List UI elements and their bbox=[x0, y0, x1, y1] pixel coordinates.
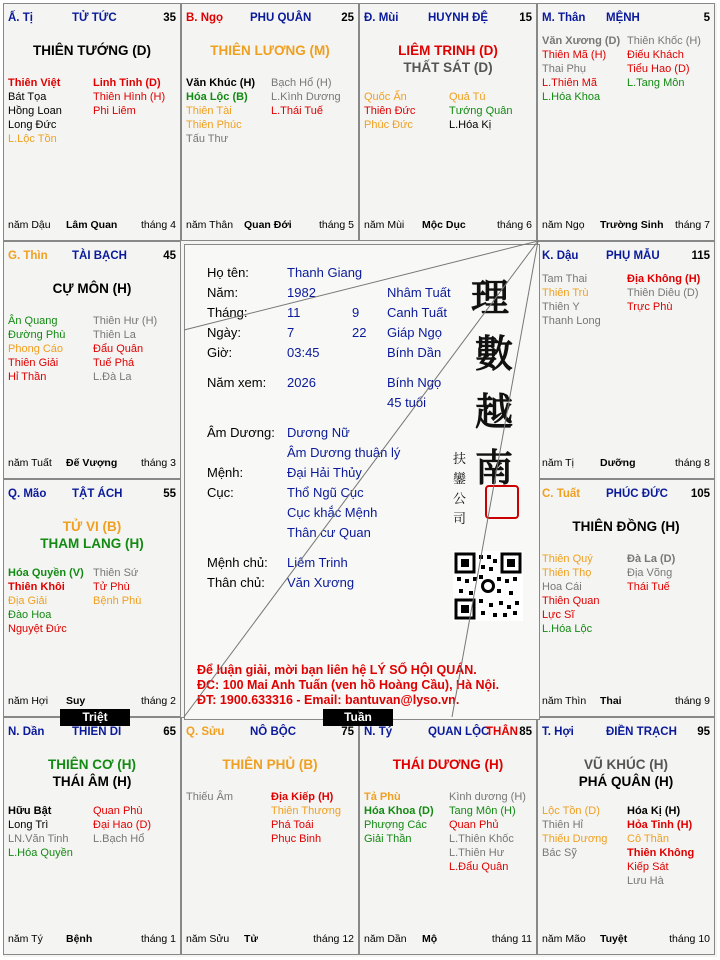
palace-name: NÔ BỘC bbox=[250, 726, 296, 738]
minor-star: Thanh Long bbox=[542, 315, 601, 327]
tuan-tag: Tuần bbox=[323, 709, 393, 726]
palace-stage: Bệnh bbox=[66, 933, 93, 945]
minor-star: Thiên Khôi bbox=[8, 581, 65, 593]
palace-name: HUYNH ĐỆ bbox=[428, 12, 489, 24]
main-star: THIÊN ĐỒNG (H) bbox=[572, 519, 680, 534]
value-name: Thanh Giang bbox=[287, 265, 363, 280]
minor-star: Thai Phụ bbox=[542, 63, 587, 75]
label-than-chu: Thân chủ: bbox=[207, 575, 265, 590]
palace-stem: Q. bbox=[186, 726, 199, 738]
palace-stem: K. bbox=[542, 250, 554, 262]
minor-star: Phong Cáo bbox=[8, 343, 64, 355]
value-hour-canchi: Bính Dần bbox=[387, 345, 442, 360]
label-year: Năm: bbox=[207, 285, 239, 300]
minor-star: Thiên Thương bbox=[271, 805, 342, 817]
palace-stage: Mộ bbox=[422, 933, 438, 945]
main-star: LIÊM TRINH (D) bbox=[398, 43, 498, 58]
minor-star: Bác Sỹ bbox=[542, 847, 577, 859]
palace-year: năm Thìn bbox=[542, 695, 587, 707]
value-menh: Đại Hải Thủy bbox=[287, 465, 362, 480]
minor-star: Thiên Không bbox=[627, 847, 695, 859]
minor-star: Ân Quang bbox=[8, 315, 58, 327]
minor-star: Văn Khúc (H) bbox=[186, 77, 256, 89]
minor-star: Trực Phù bbox=[627, 301, 673, 313]
contact-line-1: Để luận giải, mời bạn liên hệ LÝ SỐ HỘI QUÁN. bbox=[197, 663, 477, 677]
palace-year: năm Tuất bbox=[8, 457, 52, 469]
value-am-duong-2: Âm Dương thuận lý bbox=[287, 445, 401, 460]
minor-star: Địa Võng bbox=[627, 567, 673, 579]
minor-star: Đẩu Quân bbox=[93, 343, 144, 355]
calligraphy-2: 數 bbox=[475, 331, 514, 376]
palace-name: MỆNH bbox=[606, 12, 640, 24]
minor-star: Long Đức bbox=[8, 119, 57, 131]
minor-star: Quan Phủ bbox=[449, 819, 499, 831]
minor-star: L.Bạch Hổ bbox=[93, 833, 145, 845]
palace-name: ĐIỀN TRẠCH bbox=[606, 726, 677, 738]
palace-name: PHU QUÂN bbox=[250, 12, 312, 24]
minor-star: Lộc Tồn (D) bbox=[542, 805, 600, 817]
minor-star: Hỏa Tinh (H) bbox=[627, 819, 693, 831]
palace-name: QUAN LỘC bbox=[428, 726, 490, 738]
minor-star: Văn Xương (D) bbox=[542, 35, 621, 47]
minor-star: Phi Liêm bbox=[93, 105, 136, 117]
palace-month: tháng 10 bbox=[669, 933, 710, 945]
minor-star: L.Đẩu Quân bbox=[449, 861, 509, 873]
minor-star: L.Thiên Hư bbox=[449, 847, 505, 859]
minor-star: Thiên Hình (H) bbox=[93, 91, 166, 103]
palace-branch: Tý bbox=[378, 726, 393, 738]
main-star: CỰ MÔN (H) bbox=[52, 281, 132, 296]
palace-age: 95 bbox=[697, 726, 710, 738]
palace-name: THIÊN DI bbox=[72, 726, 122, 738]
palace-stage: Suy bbox=[66, 695, 86, 707]
minor-star: Đại Hao (D) bbox=[93, 819, 152, 831]
palace-branch: Dậu bbox=[556, 250, 579, 262]
minor-star: Thiên Y bbox=[542, 301, 580, 313]
palace-year: năm Mão bbox=[542, 933, 586, 945]
palace-month: tháng 3 bbox=[140, 457, 176, 469]
palace-year: năm Dậu bbox=[8, 219, 51, 231]
minor-star: Phượng Các bbox=[364, 819, 427, 831]
minor-star: Long Trì bbox=[8, 819, 49, 831]
palace-name: TẬT ÁCH bbox=[72, 488, 123, 500]
palace-branch: Thìn bbox=[23, 250, 48, 262]
minor-star: Phúc Đức bbox=[364, 119, 413, 131]
minor-star: Đường Phù bbox=[8, 329, 66, 341]
minor-star: L.Thái Tuế bbox=[271, 105, 323, 117]
palace-branch: Tị bbox=[22, 12, 33, 24]
palace-stem: M. bbox=[542, 12, 555, 24]
label-view-year: Năm xem: bbox=[207, 375, 267, 390]
calligraphy-1: 理 bbox=[471, 275, 510, 320]
palace-month: tháng 12 bbox=[313, 933, 354, 945]
palace-age: 35 bbox=[163, 12, 176, 24]
contact-line-2: ĐC: 100 Mai Anh Tuấn (ven hồ Hoàng Cầu), Hà Nội. bbox=[197, 678, 500, 692]
palace-stem: Đ. bbox=[364, 12, 376, 24]
minor-star: Phục Binh bbox=[271, 833, 322, 845]
minor-star: Kình dương (H) bbox=[449, 791, 526, 803]
minor-star: Quốc Ấn bbox=[364, 91, 407, 103]
palace-age: 25 bbox=[341, 12, 354, 24]
palace-age: 85 bbox=[519, 726, 532, 738]
minor-star: Hóa Kị (H) bbox=[627, 805, 681, 817]
minor-star: Thiên Sứ bbox=[93, 567, 139, 579]
palace-stem: Ấ. bbox=[8, 12, 20, 24]
minor-star: Nguyệt Đức bbox=[8, 623, 67, 635]
palace-stem: G. bbox=[8, 250, 21, 262]
minor-star: Thiên Khốc (H) bbox=[627, 35, 701, 47]
value-view-canchi: Bính Ngọ bbox=[387, 375, 442, 390]
palace-age: 65 bbox=[163, 726, 176, 738]
minor-star: Thiên Hư (H) bbox=[93, 315, 158, 327]
main-star: THAM LANG (H) bbox=[40, 536, 144, 551]
minor-star: L.Hóa Quyền bbox=[8, 847, 73, 859]
minor-star: Địa Giải bbox=[8, 595, 48, 607]
calligraphy-4: 南 bbox=[475, 445, 514, 490]
main-star: PHÁ QUÂN (H) bbox=[578, 774, 674, 789]
minor-star: Địa Kiếp (H) bbox=[271, 791, 334, 803]
value-cuc-3: Thân cư Quan bbox=[287, 525, 371, 540]
label-cuc: Cục: bbox=[207, 485, 234, 500]
label-day: Ngày: bbox=[207, 325, 241, 340]
minor-star: Thiếu Dương bbox=[542, 833, 608, 845]
minor-star: Đà La (D) bbox=[627, 553, 676, 565]
palace-month: tháng 9 bbox=[674, 695, 710, 707]
palace-stage: Tử bbox=[244, 933, 259, 945]
minor-star: L.Tang Môn bbox=[627, 77, 685, 89]
palace-stage: Mộc Dục bbox=[422, 219, 466, 231]
minor-star: Bát Tọa bbox=[8, 91, 47, 103]
minor-star: Thiên Việt bbox=[8, 77, 61, 89]
palace-stem: N. bbox=[364, 726, 376, 738]
minor-star: L.Lộc Tồn bbox=[8, 133, 57, 145]
palace-stage: Thai bbox=[600, 695, 622, 707]
triet-tag: Triệt bbox=[60, 709, 130, 726]
palace-name: TỬ TỨC bbox=[72, 12, 117, 24]
minor-star: Kiếp Sát bbox=[627, 861, 669, 873]
minor-star: Quan Phù bbox=[93, 805, 143, 817]
minor-star: Bạch Hổ (H) bbox=[271, 77, 332, 89]
minor-star: Thiên Phúc bbox=[186, 119, 242, 131]
main-star: THIÊN PHỦ (B) bbox=[222, 757, 318, 772]
palace-age: 15 bbox=[519, 12, 532, 24]
minor-star: LN.Văn Tinh bbox=[8, 833, 69, 845]
value-am-duong-1: Dương Nữ bbox=[287, 425, 350, 440]
minor-star: Tuế Phá bbox=[93, 357, 135, 369]
palace-age: 75 bbox=[341, 726, 354, 738]
palace-month: tháng 4 bbox=[140, 219, 176, 231]
palace-year: năm Ngọ bbox=[542, 219, 585, 231]
palace-age: 45 bbox=[163, 250, 176, 262]
palace-year: năm Mùi bbox=[364, 219, 405, 231]
minor-star: Hồng Loan bbox=[8, 105, 62, 117]
minor-star: Tướng Quân bbox=[449, 105, 513, 117]
palace-stage: Lâm Quan bbox=[66, 219, 118, 231]
value-than-chu: Văn Xương bbox=[287, 575, 355, 590]
palace-branch: Thân bbox=[557, 12, 586, 24]
palace-stage: Đế Vượng bbox=[66, 457, 118, 469]
minor-star: Thiên Thọ bbox=[542, 567, 592, 579]
minor-star: Thiên Giải bbox=[8, 357, 59, 369]
minor-star: Thiên Hỉ bbox=[542, 819, 583, 831]
palace-branch: Mão bbox=[23, 488, 47, 500]
minor-star: L.Đà La bbox=[93, 371, 132, 383]
palace-branch: Dần bbox=[22, 726, 45, 738]
minor-star: Phá Toái bbox=[271, 819, 314, 831]
palace-stem: N. bbox=[8, 726, 20, 738]
value-cuc-1: Thổ Ngũ Cục bbox=[287, 485, 364, 500]
label-name: Họ tên: bbox=[207, 265, 249, 280]
value-view-year: 2026 bbox=[287, 375, 316, 390]
main-star: THIÊN LƯƠNG (M) bbox=[210, 43, 330, 58]
minor-star: Tấu Thư bbox=[186, 133, 229, 145]
palace-month: tháng 8 bbox=[674, 457, 710, 469]
label-hour: Giờ: bbox=[207, 345, 233, 360]
minor-star: Thiên Quan bbox=[542, 595, 600, 607]
palace-age: 115 bbox=[691, 250, 710, 262]
palace-year: năm Sửu bbox=[186, 933, 230, 945]
palace-stem: C. bbox=[542, 488, 554, 500]
value-hour: 03:45 bbox=[287, 345, 320, 360]
small-calligraphy-3: 公 bbox=[453, 492, 467, 507]
value-month-lunar: 9 bbox=[352, 305, 360, 320]
palace-name: PHÚC ĐỨC bbox=[606, 488, 668, 500]
label-month: Tháng: bbox=[207, 305, 248, 320]
value-cuc-2: Cục khắc Mệnh bbox=[287, 505, 378, 520]
value-day-canchi: Giáp Ngọ bbox=[387, 325, 442, 340]
minor-star: Điếu Khách bbox=[627, 49, 684, 61]
palace-year: năm Hợi bbox=[8, 695, 49, 707]
minor-star: Bệnh Phù bbox=[93, 595, 142, 607]
minor-star: Hoa Cái bbox=[542, 581, 582, 593]
palace-stage: Quan Đới bbox=[244, 219, 292, 231]
minor-star: Thiên Trù bbox=[542, 287, 589, 299]
main-star: TỬ VI (B) bbox=[62, 519, 122, 534]
minor-star: Hỉ Thần bbox=[8, 371, 47, 383]
minor-star: Thiên Tài bbox=[186, 105, 232, 117]
small-calligraphy-4: 司 bbox=[453, 512, 467, 527]
palace-year: năm Dần bbox=[364, 933, 407, 945]
main-star: THẤT SÁT (D) bbox=[403, 60, 493, 75]
minor-star: Quả Tú bbox=[449, 91, 486, 103]
minor-star: Linh Tinh (D) bbox=[93, 77, 161, 89]
minor-star: Cô Thần bbox=[627, 833, 669, 845]
palace-stage: Dưỡng bbox=[600, 457, 636, 469]
palace-stem: B. bbox=[186, 12, 198, 24]
contact-line-3: ĐT: 1900.633316 - Email: bantuvan@lyso.vn. bbox=[197, 693, 460, 707]
palace-year: năm Tý bbox=[8, 933, 43, 945]
calligraphy-3: 越 bbox=[475, 389, 514, 434]
minor-star: L.Hóa Khoa bbox=[542, 91, 601, 103]
minor-star: L.Kình Dương bbox=[271, 91, 341, 103]
minor-star: Thiếu Âm bbox=[186, 791, 234, 803]
minor-star: L.Hóa Kị bbox=[449, 119, 492, 131]
palace-month: tháng 11 bbox=[491, 933, 532, 945]
value-month-canchi: Canh Tuất bbox=[387, 305, 447, 320]
minor-star: Lưu Hà bbox=[627, 875, 664, 887]
value-month-solar: 11 bbox=[287, 305, 301, 320]
minor-star: L.Thiên Khốc bbox=[449, 833, 514, 845]
minor-star: Tả Phù bbox=[364, 791, 401, 803]
value-day-lunar: 22 bbox=[352, 325, 367, 340]
value-year-lunar: Nhâm Tuất bbox=[387, 285, 451, 300]
minor-star: Giải Thần bbox=[364, 833, 412, 845]
palace-month: tháng 1 bbox=[140, 933, 176, 945]
main-star: THÁI ÂM (H) bbox=[52, 774, 132, 789]
palace-branch: Tuất bbox=[556, 488, 581, 500]
chart-board bbox=[3, 3, 717, 957]
label-am-duong: Âm Dương: bbox=[207, 425, 275, 440]
small-calligraphy-2: 鑾 bbox=[453, 472, 467, 487]
minor-star: L.Hóa Lộc bbox=[542, 623, 593, 635]
palace-stem: T. bbox=[542, 726, 551, 738]
palace-year: năm Tị bbox=[542, 457, 574, 469]
palace-month: tháng 5 bbox=[318, 219, 354, 231]
minor-star: Tam Thai bbox=[542, 273, 588, 285]
minor-star: Thiên Quý bbox=[542, 553, 593, 565]
palace-branch: Hợi bbox=[554, 726, 574, 738]
palace-month: tháng 7 bbox=[674, 219, 710, 231]
minor-star: Thái Tuế bbox=[627, 581, 670, 593]
label-menh-chu: Mệnh chủ: bbox=[207, 555, 268, 570]
small-calligraphy-1: 扶 bbox=[453, 452, 467, 467]
palace-age: 105 bbox=[690, 488, 710, 500]
minor-star: Đào Hoa bbox=[8, 609, 52, 621]
palace-stage: Tuyệt bbox=[600, 933, 628, 945]
palace-stem: Q. bbox=[8, 488, 21, 500]
palace-age: 55 bbox=[163, 488, 176, 500]
main-star: THIÊN CƠ (H) bbox=[47, 757, 136, 772]
minor-star: L.Thiên Mã bbox=[542, 77, 598, 89]
than-marker: THÂN bbox=[486, 726, 518, 738]
minor-star: Địa Không (H) bbox=[627, 273, 701, 285]
palace-name: PHỤ MẪU bbox=[606, 250, 660, 262]
value-age: 45 tuổi bbox=[387, 395, 427, 410]
palace-branch: Mùi bbox=[378, 12, 399, 24]
minor-star: Hữu Bật bbox=[8, 805, 52, 817]
value-year-solar: 1982 bbox=[287, 285, 316, 300]
minor-star: Tử Phù bbox=[93, 581, 130, 593]
minor-star: Tang Môn (H) bbox=[449, 805, 516, 817]
minor-star: Lực Sĩ bbox=[542, 609, 575, 621]
minor-star: Thiên Mã (H) bbox=[542, 49, 607, 61]
palace-age: 5 bbox=[703, 12, 710, 24]
main-star: THIÊN TƯỚNG (D) bbox=[33, 43, 151, 58]
palace-month: tháng 2 bbox=[140, 695, 176, 707]
palace-year: năm Thân bbox=[186, 219, 234, 231]
palace-branch: Sửu bbox=[201, 726, 225, 738]
palace-name: TÀI BẠCH bbox=[72, 250, 127, 262]
minor-star: Thiên Đức bbox=[364, 105, 416, 117]
minor-star: Hóa Lộc (B) bbox=[186, 91, 248, 103]
minor-star: Tiểu Hao (D) bbox=[627, 63, 690, 75]
palace-branch: Ngọ bbox=[200, 12, 224, 24]
value-menh-chu: Liêm Trinh bbox=[287, 555, 348, 570]
minor-star: Thiên La bbox=[93, 329, 136, 341]
minor-star: Thiên Diêu (D) bbox=[627, 287, 699, 299]
label-menh: Mệnh: bbox=[207, 465, 244, 480]
palace-month: tháng 6 bbox=[496, 219, 532, 231]
palace-stage: Trường Sinh bbox=[600, 219, 664, 231]
main-star: THÁI DƯƠNG (H) bbox=[392, 757, 504, 772]
value-day-solar: 7 bbox=[287, 325, 295, 340]
main-star: VŨ KHÚC (H) bbox=[584, 757, 668, 772]
aspect-lines bbox=[3, 3, 717, 957]
minor-star: Hóa Quyền (V) bbox=[8, 567, 84, 579]
minor-star: Hóa Khoa (D) bbox=[364, 805, 434, 817]
